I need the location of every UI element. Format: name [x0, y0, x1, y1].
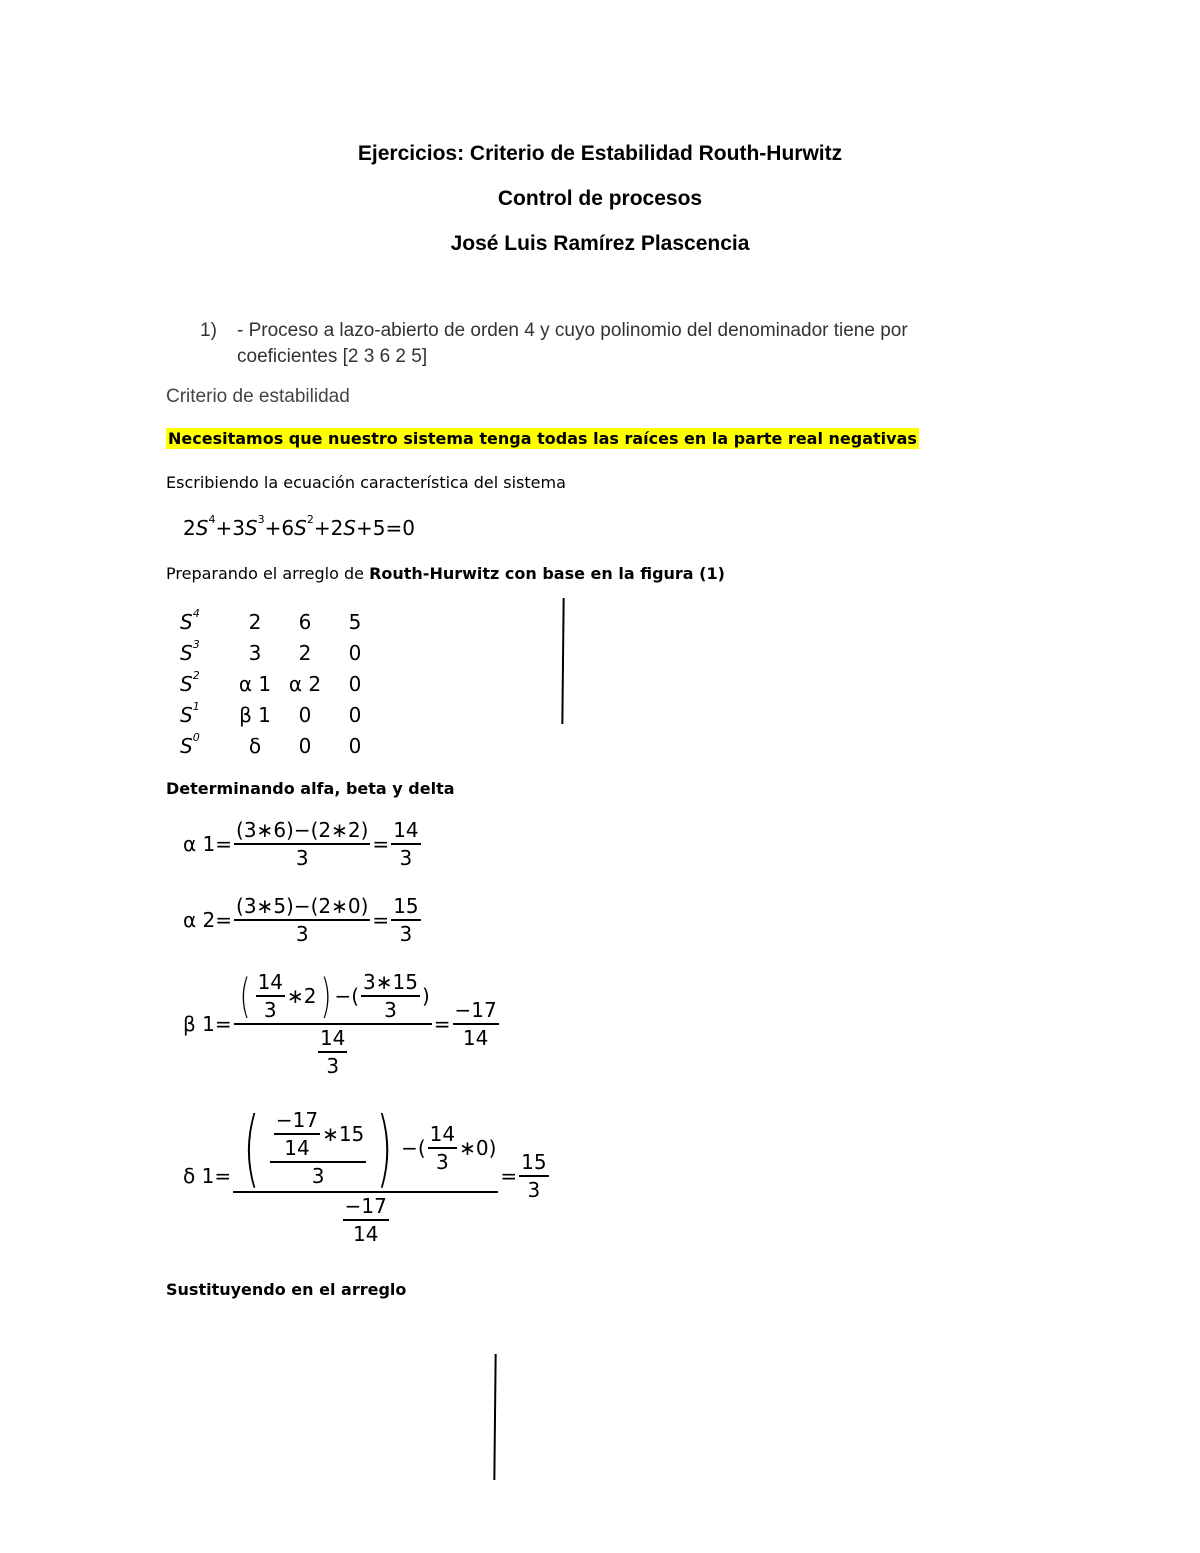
- routh-row-s3: $S^3$ 3 2 0: [180, 637, 362, 665]
- routh-row-s0: $S^0$ δ 0 0: [180, 730, 362, 758]
- equation-alpha1: α 1= $\frac{(3∗6)-(2∗2)}{3}$ = $\frac{14}{3}$: [183, 818, 419, 870]
- routh-row-s1: $S^1$ β 1 0 0: [180, 699, 362, 727]
- highlighted-statement: [166, 429, 919, 448]
- document-title: Ejercicios: Criterio de Estabilidad Routh-Hurwitz: [357, 142, 843, 165]
- caption-ecuacion: Escribiendo la ecuación característica del sistema: [166, 473, 566, 492]
- problem-line-2: coeficientes [2 3 6 2 5]: [237, 346, 428, 367]
- caption-determinando: Determinando alfa, beta y delta: [166, 779, 455, 798]
- routh-row-s4: $S^4$ 2 6 5: [180, 606, 362, 634]
- caption-sustituyendo: Sustituyendo en el arreglo: [166, 1280, 407, 1299]
- author-name: José Luis Ramírez Plascencia: [450, 232, 750, 255]
- characteristic-equation: $2S^4+3S^3+6S^2+2S+5=0$: [183, 513, 415, 540]
- divider-line-bottom: [493, 1354, 496, 1480]
- problem-line-1: - Proceso a lazo-abierto de orden 4 y cuyo polinomio del denominador tiene por: [237, 320, 908, 341]
- section-heading-criterio: Criterio de estabilidad: [166, 386, 350, 407]
- caption-arreglo: Preparando el arreglo de Routh-Hurwitz con base en la figura (1): [166, 564, 725, 583]
- equation-alpha2: α 2= $\frac{(3∗5)-(2∗0)}{3}$ = $\frac{15}{3}$: [183, 894, 419, 946]
- equation-delta1: δ 1= ( $\frac{-17}{14}$ ∗15 3 ) −( $\frac{14}{3}$ ∗0) $\frac{-17}{14}$ = $\frac{15}{3}$: [183, 1099, 547, 1246]
- highlight-text: Necesitamos que nuestro sistema tenga todas las raíces en la parte real negativas: [168, 429, 917, 448]
- divider-line-top: [561, 598, 564, 724]
- problem-number: 1): [200, 320, 217, 341]
- routh-row-s2: $S^2$ α 1 α 2 0: [180, 668, 362, 696]
- routh-table: [180, 606, 380, 761]
- course-name: Control de procesos: [497, 187, 703, 210]
- equation-beta1: β 1= ( $\frac{14}{3}$ ∗2 ) −( $\frac{3∗15}{3}$ ) $\frac{14}{3}$ = $\frac{-17}{14}$: [183, 969, 497, 1078]
